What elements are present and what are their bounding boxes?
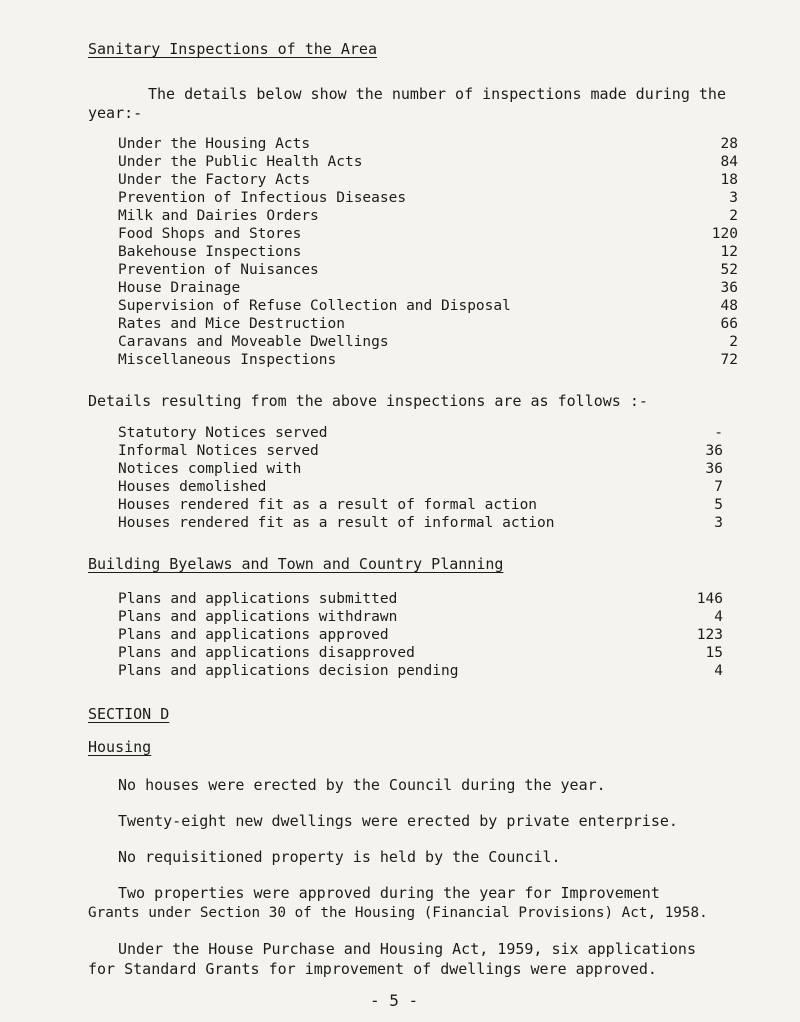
housing-paragraph: Twenty-eight new dwellings were erected by private enterprise. (118, 812, 678, 830)
table-row (118, 590, 723, 608)
row-label: Food Shops and Stores (118, 226, 302, 242)
table-row (118, 153, 738, 171)
row-value: 36 (705, 443, 723, 459)
row-label: Houses rendered fit as a result of formal action (118, 497, 538, 513)
table-row (118, 442, 723, 460)
row-value: 7 (714, 479, 723, 495)
row-label: Bakehouse Inspections (118, 244, 302, 260)
details-intro: Details resulting from the above inspections are as follows :- (88, 392, 648, 410)
row-label: Plans and applications disapproved (118, 645, 415, 661)
page-number: - 5 - (370, 991, 419, 1010)
table-row (118, 315, 738, 333)
row-value: 48 (720, 298, 738, 314)
table-row (118, 496, 723, 514)
table-row (118, 207, 738, 225)
table-row (118, 514, 723, 532)
table-row (118, 135, 738, 153)
row-value: 15 (705, 645, 723, 661)
row-value: 18 (720, 172, 738, 188)
row-label: Under the Housing Acts (118, 136, 311, 152)
table-row (118, 351, 738, 369)
row-label: Plans and applications decision pending (118, 663, 459, 679)
row-label: Under the Public Health Acts (118, 154, 363, 170)
section-heading-building: Building Byelaws and Town and Country Planning (88, 555, 504, 573)
table-row (118, 424, 723, 442)
table-row (118, 171, 738, 189)
table-row (118, 279, 738, 297)
row-value: - (714, 425, 723, 441)
row-value: 123 (696, 627, 723, 643)
table-row (118, 626, 723, 644)
table-row (118, 189, 738, 207)
table-row (118, 608, 723, 626)
row-label: Caravans and Moveable Dwellings (118, 334, 389, 350)
row-label: Houses demolished (118, 479, 267, 495)
row-value: 84 (720, 154, 738, 170)
row-label: Statutory Notices served (118, 425, 328, 441)
standard-line-2: for Standard Grants for improvement of dwellings were approved. (88, 960, 657, 978)
table-row (118, 644, 723, 662)
table-row (118, 333, 738, 351)
row-value: 2 (729, 208, 738, 224)
row-value: 28 (720, 136, 738, 152)
row-value: 5 (714, 497, 723, 513)
row-value: 3 (714, 515, 723, 531)
row-value: 12 (720, 244, 738, 260)
row-label: Rates and Mice Destruction (118, 316, 345, 332)
page-title: Sanitary Inspections of the Area (88, 40, 377, 58)
row-label: Under the Factory Acts (118, 172, 311, 188)
row-label: Prevention of Nuisances (118, 262, 319, 278)
table-row (118, 662, 723, 680)
housing-heading: Housing (88, 738, 152, 756)
row-label: Informal Notices served (118, 443, 319, 459)
row-label: Supervision of Refuse Collection and Disposal (118, 298, 511, 314)
row-value: 36 (720, 280, 738, 296)
row-value: 120 (711, 226, 738, 242)
table-row (118, 225, 738, 243)
row-value: 52 (720, 262, 738, 278)
row-label: Plans and applications withdrawn (118, 609, 398, 625)
intro-line-2: year:- (88, 104, 143, 122)
row-value: 4 (714, 609, 723, 625)
row-value: 2 (729, 334, 738, 350)
table-row (118, 297, 738, 315)
table-row (118, 460, 723, 478)
row-label: Milk and Dairies Orders (118, 208, 319, 224)
table-row (118, 261, 738, 279)
row-label: Plans and applications approved (118, 627, 389, 643)
improvement-line-1: Two properties were approved during the year for Improvement (118, 884, 660, 902)
row-label: Prevention of Infectious Diseases (118, 190, 407, 206)
improvement-line-2: Grants under Section 30 of the Housing (Financial Provisions) Act, 1958. (88, 905, 708, 921)
intro-line-1: The details below show the number of inspections made during the (148, 85, 726, 103)
row-value: 4 (714, 663, 723, 679)
row-value: 3 (729, 190, 738, 206)
row-value: 66 (720, 316, 738, 332)
row-label: Miscellaneous Inspections (118, 352, 337, 368)
row-label: House Drainage (118, 280, 241, 296)
row-value: 36 (705, 461, 723, 477)
section-d-heading: SECTION D (88, 705, 170, 723)
row-label: Houses rendered fit as a result of informal action (118, 515, 555, 531)
row-value: 146 (696, 591, 723, 607)
standard-line-1: Under the House Purchase and Housing Act, 1959, six applications (118, 940, 696, 958)
row-value: 72 (720, 352, 738, 368)
housing-paragraph: No requisitioned property is held by the Council. (118, 848, 561, 866)
table-row (118, 243, 738, 261)
table-row (118, 478, 723, 496)
housing-paragraph: No houses were erected by the Council during the year. (118, 776, 606, 794)
row-label: Plans and applications submitted (118, 591, 398, 607)
row-label: Notices complied with (118, 461, 302, 477)
